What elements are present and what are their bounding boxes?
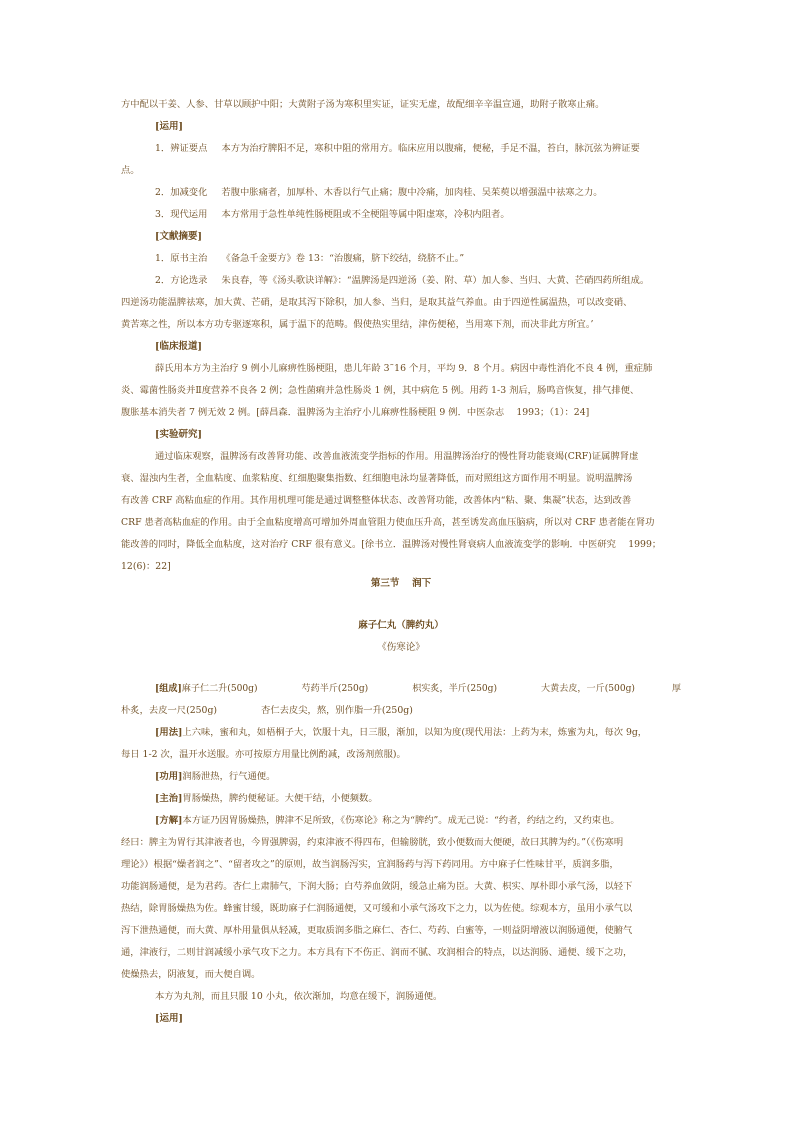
item-text: 朱良春，等《汤头歌诀详解》：“温脾汤是四逆汤（姜、附、草）加人参、当归、大黄、芒硝四药所组成。	[221, 275, 650, 286]
text-line: CRF 患者高粘血症的作用。由于全血粘度增高可增加外周血管阻力使血压升高，甚至诱发高血压脑病，所以对 CRF 患者能在肾功	[121, 517, 655, 528]
text-line: 功能润肠通便，是为君药。杏仁上肃肺气，下润大肠；白芍养血敛阴，缓急止痛为臣。大黄、枳实、厚朴即小承气汤，以轻下	[121, 881, 633, 892]
item-label: 3．现代运用	[155, 209, 208, 220]
ingredient: 大黄去皮，一斤(500g)	[541, 684, 635, 694]
item-label: 1．原书主治	[155, 253, 208, 264]
text-line	[121, 722, 681, 744]
indication-text: 胃肠燥热，脾约便秘证。大便干结，小便频数。	[182, 793, 378, 804]
text-line: 方中配以干姜、人参、甘草以顾护中阳；大黄附子汤为寒积里实证，证实无虚，故配细辛辛温宣通，助附子散寒止痛。	[121, 99, 605, 110]
text-line: 本方为丸剂，而且只服 10 小丸，依次渐加，均意在缓下，润肠通便。	[155, 991, 443, 1002]
item-text: 《备急千金要方》卷 13：“治腹痛，脐下绞结，绕脐不止。”	[221, 253, 465, 264]
item-text: 本方常用于急性单纯性肠梗阻或不全梗阻等属中阳虚寒，冷积内阻者。	[221, 209, 510, 220]
text-line	[121, 270, 681, 292]
section-heading-shiyan: [实验研究]	[155, 429, 202, 440]
text-line: 通过临床观察，温脾汤有改善肾功能、改善血液流变学指标的作用。用温脾汤治疗的慢性肾功能衰竭(CRF)证属脾肾虚	[155, 451, 639, 462]
section-heading-wenxian: [文献摘要]	[155, 231, 202, 242]
upper-content	[121, 94, 681, 578]
heading-zhuzhi: [主治]	[155, 793, 183, 804]
text-line: 黄苦寒之性，所以本方功专驱逐寒积，属于温下的范畴。假使热实里结，津伤便秘，当用寒下剂，而决非此方所宜。’	[121, 319, 594, 330]
text-line: 使燥热去，阴液复，而大便自调。	[121, 969, 261, 980]
text-line: 12(6)：22]	[121, 561, 171, 572]
heading-zucheng: [组成]	[155, 683, 182, 694]
section-title: 第三节 润下	[370, 578, 432, 589]
text-line: 点。	[121, 165, 140, 176]
text-line: 每日 1-2 次，温开水送服。亦可按原方用量比例酌减，改汤剂煎服)。	[121, 749, 406, 760]
ingredient: 芍药半斤(250g)	[301, 684, 369, 694]
text-line	[121, 248, 681, 270]
text-line	[121, 810, 681, 832]
text-line: 泻下泄热通便，而大黄、厚朴用量俱从轻减，更取质润多脂之麻仁、杏仁、芍药、白蜜等，一则益阴增液以润肠通便，使腑气	[121, 925, 633, 936]
text-line: 热结，除胃肠燥热为佐。蜂蜜甘缓，既助麻子仁润肠通便，又可缓和小承气汤攻下之力，以为佐使。综观本方，虽用小承气以	[121, 903, 633, 914]
section-heading-linchuang: [临床报道]	[155, 341, 202, 352]
section-heading-yunyong: [运用]	[155, 121, 183, 132]
text-line: 炎、霉菌性肠炎并Ⅱ度营养不良各 2 例；急性菌痢并急性肠炎 1 例，其中病危 5 例。用药 1-3 剂后，肠鸣音恢复，排气排便、	[121, 385, 640, 396]
ingredient: 枳实炙，半斤(250g)	[412, 684, 498, 694]
item-text: 本方为治疗脾阳不足，寒积中阻的常用方。临床应用以腹痛，便秘，手足不温，苔白，脉沉弦为辨证要	[221, 143, 640, 154]
item-label: 2．加减变化	[155, 187, 208, 198]
formula-content	[121, 678, 681, 1030]
item-label: 1．辨证要点	[155, 143, 208, 154]
item-text: 若腹中胀痛者，加厚朴、木香以行气止痛；腹中冷痛，加肉桂、吴茱萸以增强温中祛寒之力。	[221, 187, 603, 198]
text-line: 能改善的同时，降低全血粘度，这对治疗 CRF 很有意义。[徐书立．温脾汤对慢性肾衰病人血液流变学的影响．中医研究 1999；	[121, 539, 662, 550]
text-line	[121, 678, 681, 700]
text-line	[121, 766, 681, 788]
text-line: 有改善 CRF 高粘血症的作用。其作用机理可能是通过调整整体状态、改善肾功能，改善体内“粘、聚、集凝”状态，达到改善	[121, 495, 632, 506]
text-line	[121, 138, 681, 160]
usage-text: 上六味，蜜和丸，如梧桐子大，饮服十丸，日三服，渐加，以知为度(现代用法：上药为末，炼蜜为丸，每次 9g，	[182, 727, 648, 738]
text-line: 衰、湿浊内生者，全血粘度、血浆粘度、红细胞聚集指数、红细胞电泳均显著降低，而对照组这方面作用不明显。说明温脾汤	[121, 473, 633, 484]
text-line: 薛氏用本方为主治疗 9 例小儿麻痹性肠梗阻，患儿年龄 3˜16 个月，平均 9．8 个月。病因中毒性消化不良 4 例，重症肺	[155, 363, 653, 374]
text-line	[121, 204, 681, 226]
formula-name: 麻子仁丸（脾约丸）	[358, 620, 444, 631]
section-heading-yunyong2: [运用]	[155, 1013, 183, 1024]
text-line	[121, 700, 681, 722]
item-label: 2．方论选录	[155, 275, 208, 286]
heading-yongfa: [用法]	[155, 727, 183, 738]
text-line: 通，津液行，二则甘润减缓小承气攻下之力。本方具有下不伤正、润而不腻、攻润相合的特点，以达润肠、通便、缓下之功，	[121, 947, 633, 958]
heading-fangjie: [方解]	[155, 815, 183, 826]
ingredient: 杏仁去皮尖，熬，别作脂一升(250g)	[261, 705, 413, 716]
text-line: 经曰：脾主为胃行其津液者也，今胃强脾弱，约束津液不得四布，但输膀胱，致小便数而大便硬，故曰其脾为约。”（《伤寒明	[121, 837, 624, 848]
text-line: 四逆汤功能温脾祛寒，加大黄、芒硝，是取其泻下除积，加人参、当归，是取其益气养血。由于四逆性属温热，可以改变硝、	[121, 297, 633, 308]
function-text: 润肠泄热，行气通便。	[182, 771, 276, 782]
ingredient: 朴炙，去皮一尺(250g)	[121, 705, 218, 716]
text-line	[121, 788, 681, 810]
explanation-text: 本方证乃因胃肠燥热，脾津不足所致，《伤寒论》称之为“脾约”。成无己说：“约者，约结之约，又约束也。	[182, 815, 620, 826]
text-line: 理论》）根据“燥者润之”、“留者攻之”的原则，故当润肠泻实，宜润肠药与泻下药同用。方中麻子仁性味甘平，质润多脂，	[121, 859, 619, 870]
text-line: 腹胀基本消失者 7 例无效 2 例。[薛昌森．温脾汤为主治疗小儿麻痹性肠梗阻 9 例．中医杂志 1993；（1）：24]	[121, 407, 590, 418]
ingredient-fragment: 厚	[671, 684, 681, 694]
heading-gongyong: [功用]	[155, 771, 183, 782]
ingredient: 麻子仁二升(500g)	[181, 684, 258, 694]
formula-source: 《伤寒论》	[377, 642, 425, 653]
text-line	[121, 182, 681, 204]
